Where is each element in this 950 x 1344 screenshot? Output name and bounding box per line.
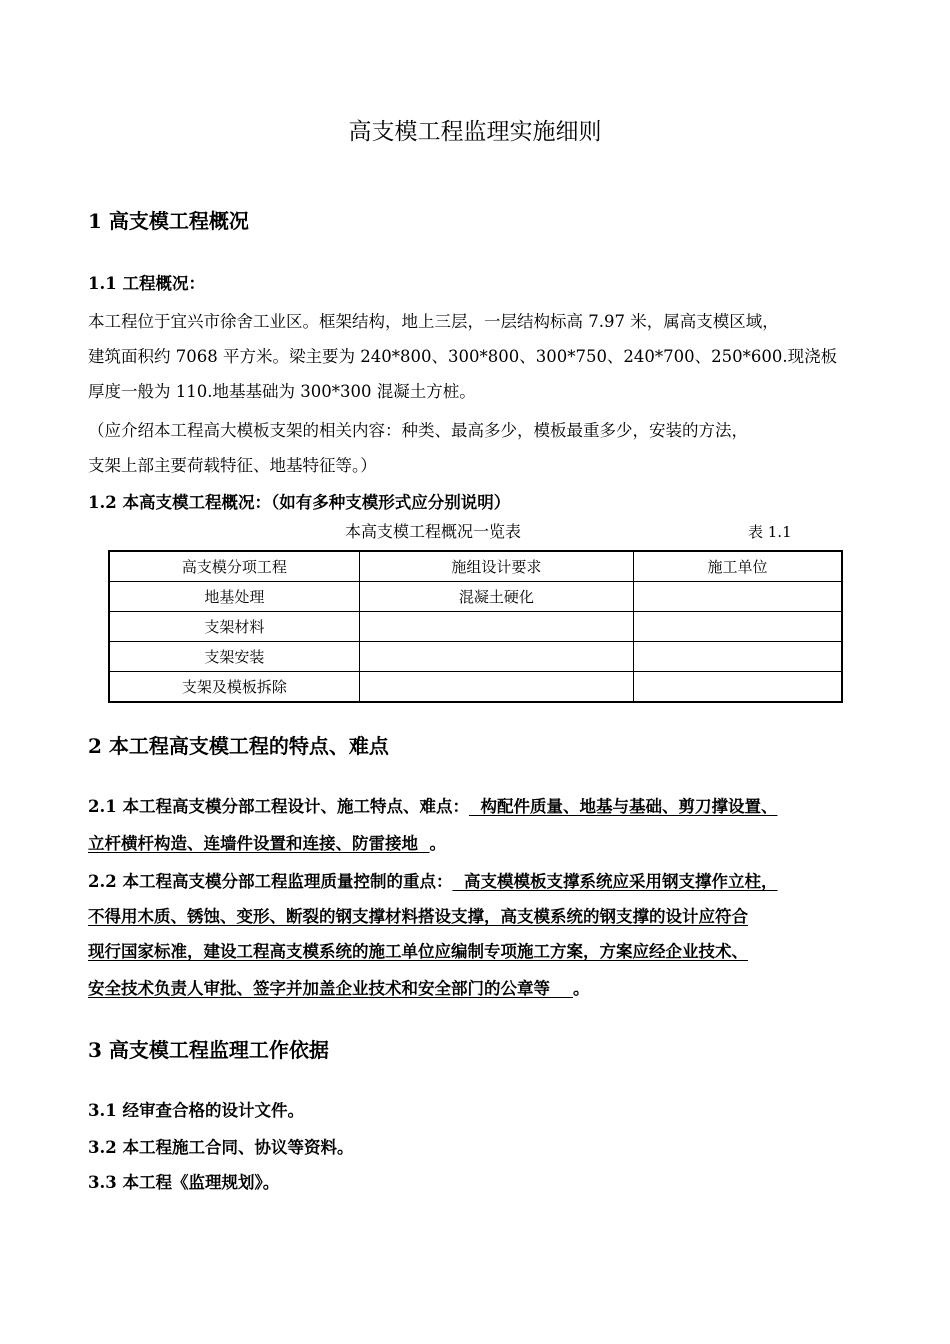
table-row xyxy=(109,582,842,612)
table-cell: 地基处理 xyxy=(109,582,359,612)
document-title: 高支模工程监理实施细则 xyxy=(348,119,602,145)
table-cell xyxy=(359,642,633,672)
table-number: 表 1.1 xyxy=(748,523,792,541)
table-cell: 混凝土硬化 xyxy=(359,582,633,612)
table-title: 本高支模工程概况一览表 xyxy=(345,522,522,541)
section-3-item: 3.3 本工程《监理规划》。 xyxy=(88,1173,280,1192)
table-cell xyxy=(359,672,633,703)
table-cell xyxy=(359,612,633,642)
column-header: 施组设计要求 xyxy=(359,551,633,582)
paragraph-line: 厚度一般为 110.地基基础为 300*300 混凝土方桩。 xyxy=(88,382,476,401)
table-row xyxy=(109,672,842,703)
paragraph-line: 支架上部主要荷载特征、地基特征等。） xyxy=(88,456,377,475)
section-2-2-line xyxy=(88,939,748,965)
section-3-item: 3.1 经审查合格的设计文件。 xyxy=(88,1101,304,1120)
paragraph-line: （应介绍本工程高大模板支架的相关内容：种类、最高多少，模板最重多少，安装的方法， xyxy=(88,421,748,440)
section-2-1-fill: 立杆横杆构造、连墙件设置和连接、防雷接地 xyxy=(88,834,430,853)
table-cell: 支架材料 xyxy=(109,612,359,642)
paragraph-line: 建筑面积约 7068 平方米。梁主要为 240*800、300*800、300*750、240*700、250*600.现浇板 xyxy=(88,347,838,366)
table-cell xyxy=(634,672,842,703)
section-3-item: 3.2 本工程施工合同、协议等资料。 xyxy=(88,1138,354,1157)
table-row xyxy=(109,642,842,672)
section-2-2-label: 2.2 本工程高支模分部工程监理质量控制的重点： xyxy=(88,872,453,891)
section-2-1-line xyxy=(88,831,446,857)
table-cell xyxy=(634,642,842,672)
section-1-2-heading: 1.2 本高支模工程概况：（如有多种支模形式应分别说明） xyxy=(88,493,511,512)
table-row xyxy=(109,612,842,642)
section-2-2-line xyxy=(88,976,589,1002)
section-2-heading: 2 本工程高支模工程的特点、难点 xyxy=(88,734,389,758)
section-2-2-line xyxy=(88,904,748,930)
table-cell xyxy=(634,612,842,642)
paragraph-line: 本工程位于宜兴市徐舍工业区。框架结构，地上三层，一层结构标高 7.97 米，属高支模区域， xyxy=(88,312,779,331)
section-3-heading: 3 高支模工程监理工作依据 xyxy=(88,1038,329,1062)
table-cell: 支架及模板拆除 xyxy=(109,672,359,703)
table-header-row xyxy=(109,551,842,582)
column-header: 施工单位 xyxy=(634,551,842,582)
section-2-1-end: 。 xyxy=(429,834,446,853)
table-cell xyxy=(634,582,842,612)
section-1-1-heading: 1.1 工程概况： xyxy=(88,274,205,293)
section-2-1-label: 2.1 本工程高支模分部工程设计、施工特点、难点： xyxy=(88,797,469,816)
section-2-2-line xyxy=(88,869,777,895)
section-2-2-fill: 高支模模板支撑系统应采用钢支撑作立柱， xyxy=(452,872,778,891)
section-1-heading: 1 高支模工程概况 xyxy=(88,209,249,233)
section-2-2-fill: 现行国家标准，建设工程高支模系统的施工单位应编制专项施工方案，方案应经企业技术、 xyxy=(88,942,748,961)
table-caption xyxy=(0,519,950,545)
section-2-2-end: 。 xyxy=(572,979,590,998)
section-2-1-line xyxy=(88,794,777,820)
section-2-2-fill: 安全技术负责人审批、签字并加盖企业技术和安全部门的公章等 xyxy=(88,979,573,998)
column-header: 高支模分项工程 xyxy=(109,551,359,582)
section-2-1-fill: 构配件质量、地基与基础、剪刀撑设置、 xyxy=(468,797,778,816)
overview-table xyxy=(108,550,843,703)
section-2-2-fill: 不得用木质、锈蚀、变形、断裂的钢支撑材料搭设支撑，高支模系统的钢支撑的设计应符合 xyxy=(88,907,748,926)
table-cell: 支架安装 xyxy=(109,642,359,672)
